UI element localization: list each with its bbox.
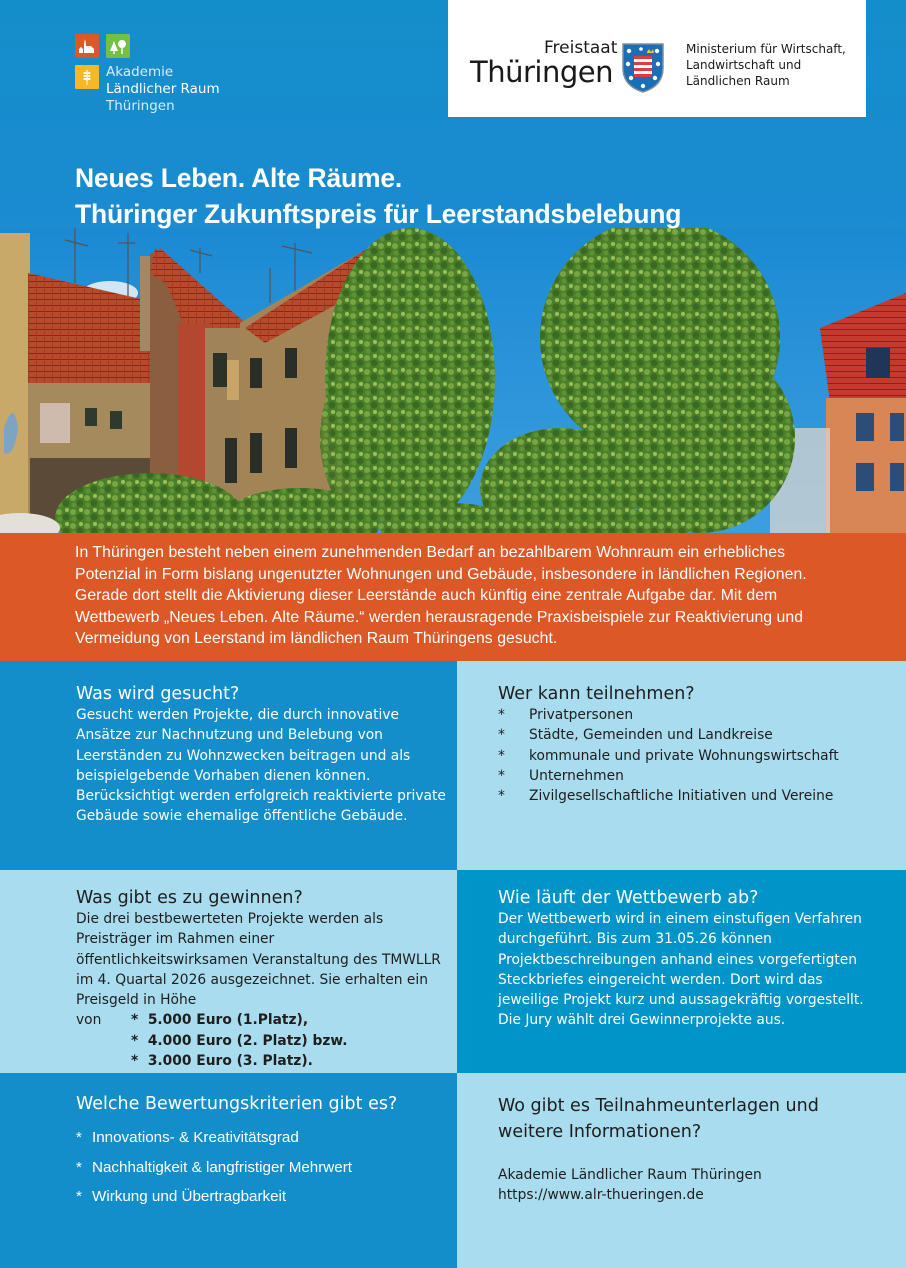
section-was-wird-gesucht [0, 661, 457, 870]
bullet-star: * [498, 747, 505, 764]
ministry-line1: Ministerium für Wirtschaft, [686, 42, 846, 56]
section-heading: Welche Bewertungskriterien gibt es? [76, 1094, 398, 1114]
info-org: Akademie Ländlicher Raum Thüringen [498, 1167, 762, 1183]
info-url-link[interactable]: https://www.alr-thueringen.de [498, 1187, 704, 1204]
alr-line3: Thüringen [106, 98, 175, 114]
ministry-line3: Ländlichen Raum [686, 74, 790, 88]
section-wer-kann-teilnehmen [457, 661, 906, 870]
section-body: Der Wettbewerb wird in einem einstufigen Verfahren durchgeführt. Bis zum 31.05.26 können Projektbeschreibungen anhand eines vorgefertigten Steckbriefes eingereicht werden. Dort wird das jeweilige Projekt kurz und aussagekräftig vorgestellt. Die Jury wählt drei Gewinnerprojekte aus. [498, 911, 864, 1029]
list-item: * Städte, Gemeinden und Landkreise [498, 725, 876, 745]
list-item: * Zivilgesellschaftliche Initiativen und Vereine [498, 786, 876, 806]
alr-logo-text [106, 64, 266, 115]
bullet-star: * [76, 1129, 82, 1146]
criteria-list [76, 1128, 447, 1207]
list-item: * Wirkung und Übertragbarkeit [76, 1188, 287, 1205]
intro-text: In Thüringen besteht neben einem zunehmenden Bedarf an bezahlbarem Wohnraum ein erhebliches Potenzial in Form bislang ungenutzter Wohnungen und Gebäude, insbesondere in ländlichen Regionen. Gerade dort stellt die Aktivierung dieser Leerstände auch künftig eine zentrale Aufgabe dar. Mit dem Wettbewerb „Neues Leben. Alte Räume.“ werden herausragende Praxisbeispiele zur Reaktivierung und Vermeidung von Leerstand im ländlichen Raum Thüringens gesucht. [75, 544, 807, 648]
section-heading: Wer kann teilnehmen? [498, 684, 695, 704]
list-item: * Nachhaltigkeit & langfristiger Mehrwert [76, 1158, 352, 1176]
title-line2: Thüringer Zukunftspreis für Leerstandsbelebung [75, 199, 682, 229]
alr-line1: Akademie [106, 64, 174, 80]
prize-1: * 5.000 Euro (1.Platz), [131, 1012, 309, 1029]
bullet-star: * [498, 707, 505, 723]
trees-icon [106, 34, 130, 58]
participant-list [498, 705, 876, 806]
section-body: Die drei bestbewerteten Projekte werden als Preisträger im Rahmen einer öffentlichkeitswirksamen Veranstaltung des TMWLLR im 4. Quartal 2026 ausgezeichnet. Sie erhalten ein Preisgeld in Höhe [76, 911, 441, 1009]
ministry-logo-box [448, 0, 866, 117]
hero-section [0, 0, 906, 533]
section-teilnahmeunterlagen [457, 1073, 906, 1268]
freistaat-label: Freistaat [544, 38, 618, 58]
bullet-star: * [76, 1158, 82, 1176]
section-was-gibt-es-zu-gewinnen [0, 870, 457, 1073]
list-item: * Privatpersonen [498, 705, 876, 725]
prize-lead: von [76, 1012, 102, 1029]
wheat-icon [75, 65, 99, 89]
section-heading: Wo gibt es Teilnahmeunterlagen und weitere Informationen? [498, 1096, 819, 1142]
section-wie-laeuft-der-wettbewerb-ab [457, 870, 906, 1073]
prize-row [76, 1051, 447, 1071]
prize-2: * 4.000 Euro (2. Platz) bzw. [131, 1032, 348, 1049]
hero-photo [0, 228, 906, 533]
section-heading: Was wird gesucht? [76, 684, 240, 704]
bullet-star: * [498, 767, 505, 784]
bullet-star: * [76, 1188, 82, 1205]
ministry-name [686, 41, 846, 89]
section-heading: Wie läuft der Wettbewerb ab? [498, 888, 759, 908]
section-bewertungskriterien [0, 1073, 457, 1268]
list-item: * Unternehmen [498, 766, 876, 786]
prize-row [76, 1031, 447, 1051]
intro-band [0, 533, 906, 661]
list-item: * kommunale und private Wohnungswirtschaft [498, 746, 876, 766]
page-title [75, 160, 681, 232]
church-icon [75, 34, 99, 58]
prize-row [76, 1010, 447, 1030]
bullet-star: * [498, 788, 505, 805]
section-body: Gesucht werden Projekte, die durch innovative Ansätze zur Nachnutzung und Belebung von Leerständen zu Wohnzwecken beitragen und als beispielgebende Vorhaben dienen können. Berücksichtigt werden erfolgreich reaktivierte private Gebäude sowie ehemalige öffentliche Gebäude. [76, 707, 446, 825]
bullet-star: * [498, 727, 505, 744]
section-heading: Was gibt es zu gewinnen? [76, 888, 303, 908]
thueringen-wordmark: Thüringen [470, 55, 613, 89]
thuringia-coat-of-arms-icon [621, 42, 665, 94]
ministry-line2: Landwirtschaft und [686, 58, 802, 72]
title-line1: Neues Leben. Alte Räume. [75, 163, 403, 193]
alr-line2: Ländlicher Raum [106, 81, 220, 97]
prize-3: * 3.000 Euro (3. Platz). [131, 1053, 313, 1070]
list-item: * Innovations- & Kreativitätsgrad [76, 1129, 299, 1146]
